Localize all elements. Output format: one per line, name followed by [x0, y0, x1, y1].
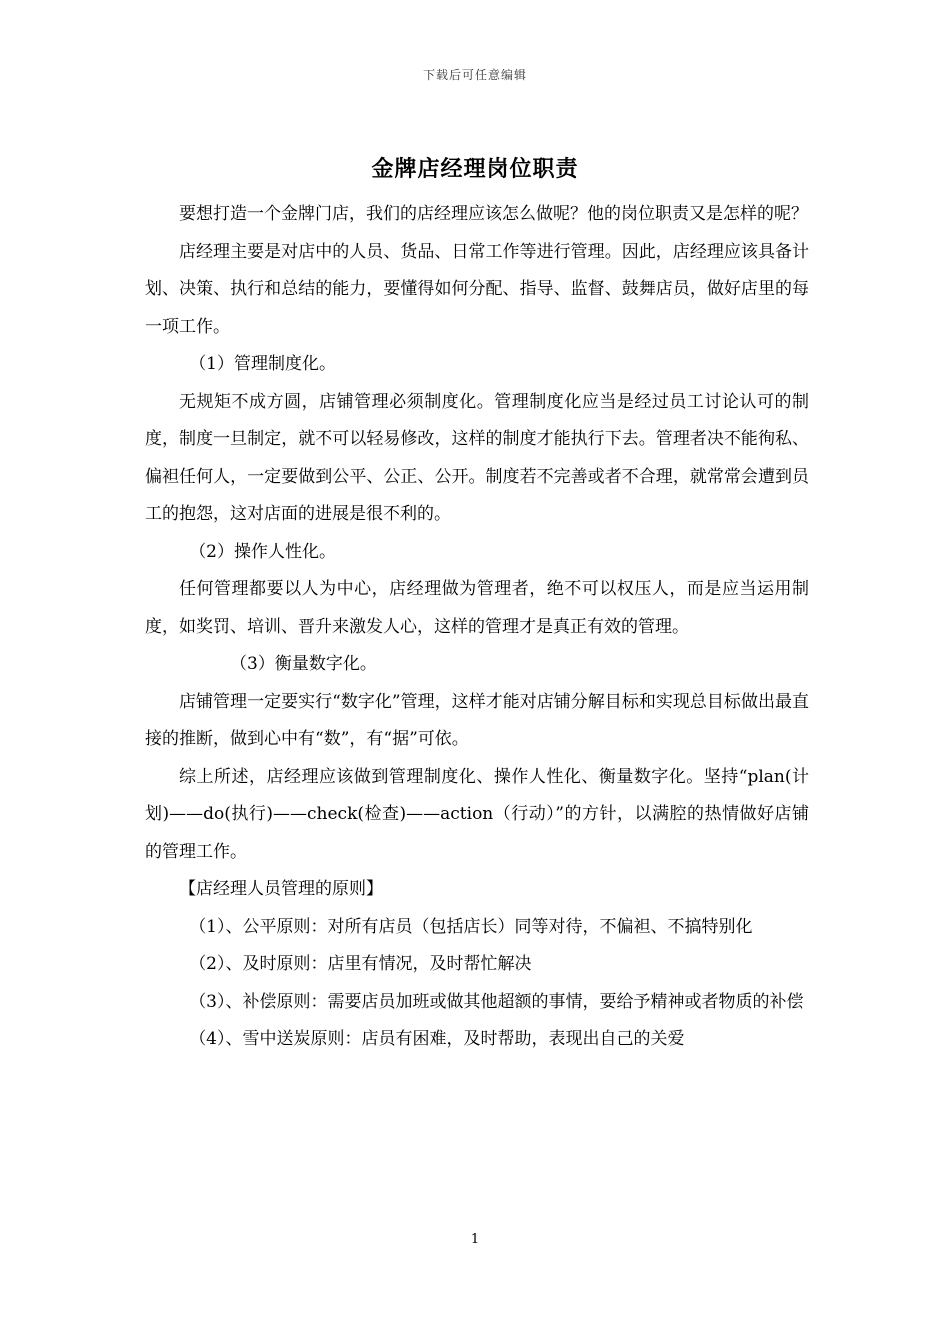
- principle-item-4: （4）、雪中送炭原则：店员有困难，及时帮助，表现出自己的关爱: [189, 1029, 685, 1049]
- principle-item-2: （2）、及时原则：店里有情况，及时帮忙解决: [189, 954, 532, 974]
- section-heading-3: （3）衡量数字化。: [230, 654, 377, 674]
- section-body-1: 无规矩不成方圆，店铺管理必须制度化。管理制度化应当是经过员工讨论认可的制度，制度一旦制定，就不可以轻易修改，这样的制度才能执行下去。管理者决不能徇私、偏袒任何人，一定要做到公平、公正、公开。制度若不完善或者不合理，就常常会遭到员工的抱怨，这对店面的进展是很不利的。: [145, 391, 809, 524]
- section-body-3: 店铺管理一定要实行“数字化”管理，这样才能对店铺分解目标和实现总目标做出最直接的推断，做到心中有“数”，有“据”可依。: [145, 691, 809, 749]
- overview-paragraph: 店经理主要是对店中的人员、货品、日常工作等进行管理。因此，店经理应该具备计划、决策、执行和总结的能力，要懂得如何分配、指导、监督、鼓舞店员，做好店里的每一项工作。: [145, 241, 809, 337]
- page-number: 1: [470, 1232, 480, 1247]
- summary-paragraph: 综上所述，店经理应该做到管理制度化、操作人性化、衡量数字化。坚持“plan(计划)——do(执行)——check(检查)——action（行动）”的方针，以满腔的热情做好店铺的管理工作。: [145, 766, 809, 862]
- section-body-2: 任何管理都要以人为中心，店经理做为管理者，绝不可以权压人，而是应当运用制度，如奖罚、培训、晋升来激发人心，这样的管理才是真正有效的管理。: [145, 579, 809, 637]
- section-heading-1: （1）管理制度化。: [189, 354, 337, 374]
- section-heading-2: （2）操作人性化。: [189, 541, 337, 562]
- principles-heading: 【店经理人员管理的原则】: [179, 879, 383, 899]
- principle-item-3: （3）、补偿原则：需要店员加班或做其他超额的事情，要给予精神或者物质的补偿: [189, 991, 804, 1012]
- document-body: [145, 196, 809, 1059]
- header-note: 下载后可任意编辑: [422, 68, 527, 82]
- principle-item-1: （1）、公平原则：对所有店员（包括店长）同等对待，不偏袒、不搞特别化: [189, 916, 753, 937]
- document-title: 金牌店经理岗位职责: [371, 156, 579, 182]
- intro-paragraph: 要想打造一个金牌门店，我们的店经理应该怎么做呢？他的岗位职责又是怎样的呢？: [179, 204, 808, 224]
